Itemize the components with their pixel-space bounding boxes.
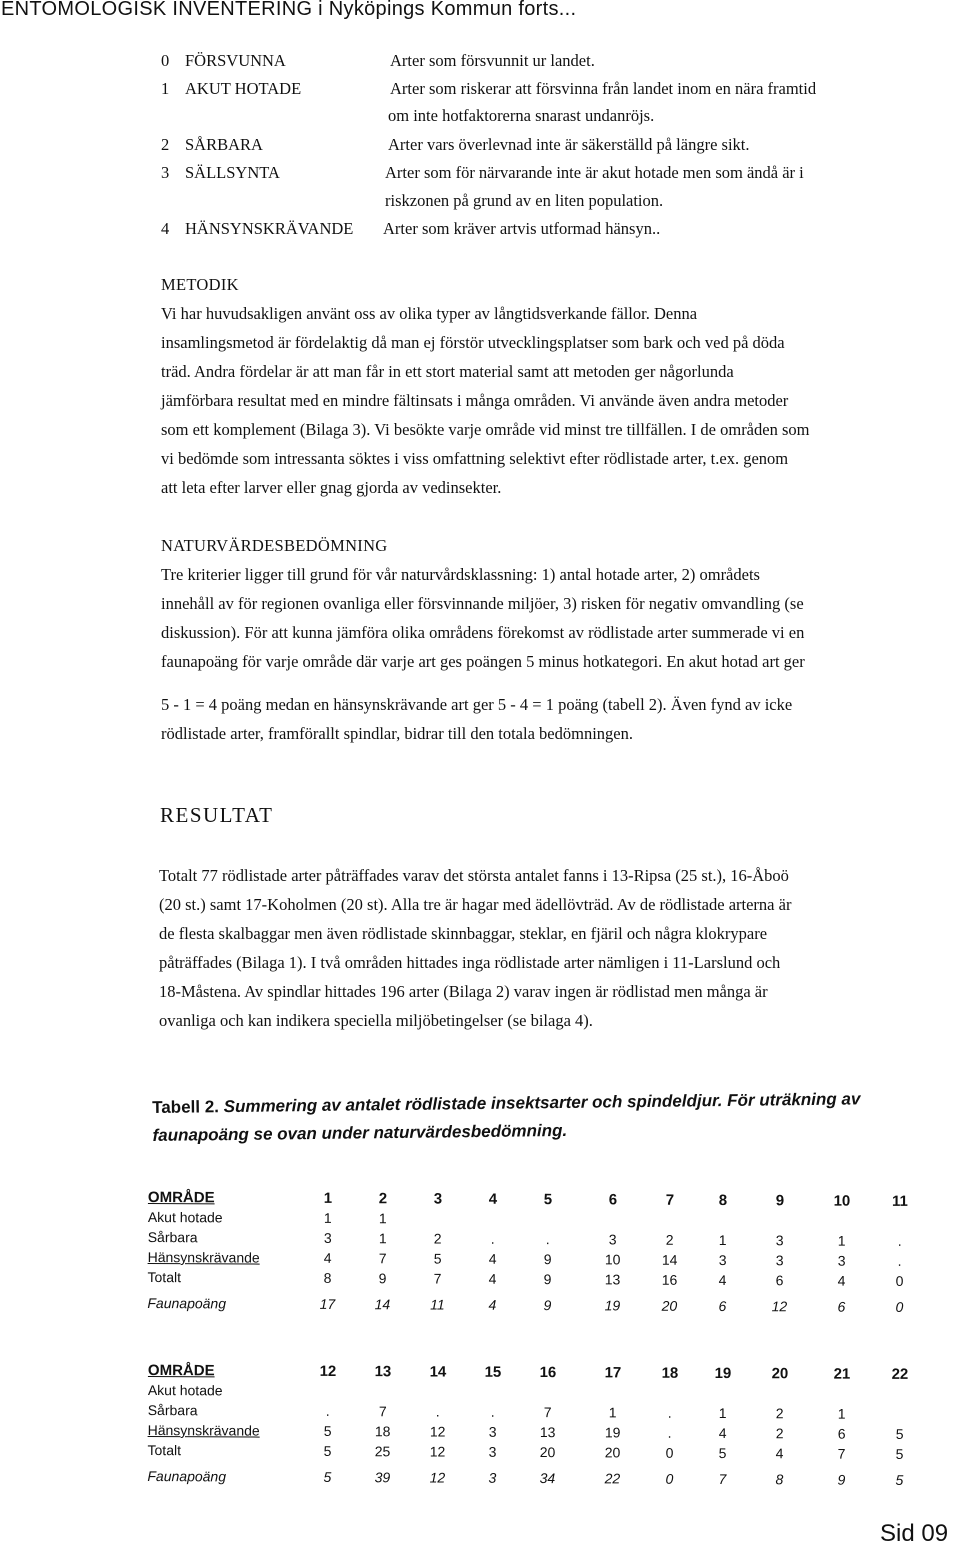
text-line: att leta efter larver eller gnag gjorda av vedinsekter. (161, 478, 502, 497)
table-cell: 12 (429, 1423, 446, 1440)
section-heading-metodik: METODIK (161, 275, 239, 294)
table-cell: 3 (488, 1469, 497, 1486)
text-line: de flesta skalbaggar men även rödlistade skinnbaggar, steklar, en fjäril och några klokrypare (159, 924, 768, 943)
table-cell: 6 (837, 1425, 846, 1442)
table-cell: 1 (837, 1232, 846, 1249)
table-cell: 20 (539, 1444, 556, 1461)
table-cell: 5 (323, 1422, 332, 1439)
category-row (161, 75, 301, 102)
category-description: riskzonen på grund av en liten population. (385, 191, 664, 210)
table-cell: 2 (433, 1230, 442, 1247)
table-cell: 13 (604, 1271, 621, 1288)
table-cell: 12 (771, 1298, 788, 1315)
table-cell: 9 (543, 1251, 552, 1268)
table-cell: 1 (608, 1404, 617, 1421)
table-caption-label: Tabell 2. (152, 1097, 220, 1117)
table-cell: 3 (488, 1423, 497, 1440)
table-cell: 13 (539, 1424, 556, 1441)
table-cell: 20 (604, 1444, 621, 1461)
table-header-cell: 6 (608, 1191, 618, 1209)
category-description: om inte hotfaktorerna snarast undanröjs. (388, 106, 655, 125)
table-caption-text: Summering av antalet rödlistade insektsarter och spindeldjur. För uträkning av (223, 1089, 861, 1117)
table-header-cell: 1 (323, 1189, 333, 1207)
table-cell: 0 (665, 1444, 674, 1461)
table-row-label: Akut hotade (147, 1208, 223, 1226)
text-line: insamlingsmetod är fördelaktig då man ej förstör utvecklingsplatser som bark och ved på döda (161, 333, 785, 352)
table-row-label: Sårbara (147, 1401, 198, 1419)
table-cell: . (545, 1231, 550, 1248)
table-row-label: Hänsynskrävande (147, 1421, 260, 1439)
text-line: Tre kriterier ligger till grund för vår naturvårdsklassning: 1) antal hotade arter, 2) områdets (161, 565, 760, 584)
page-number: Sid 09 (880, 1520, 949, 1547)
table-cell: . (435, 1403, 440, 1420)
table-cell: 7 (543, 1404, 552, 1421)
category-code: 1 (161, 79, 170, 98)
category-row (161, 131, 263, 158)
table-cell: 6 (775, 1272, 784, 1289)
table-header-cell: 20 (771, 1365, 789, 1383)
table-header-cell: 7 (665, 1191, 675, 1209)
text-line: 18-Måstena. Av spindlar hittades 196 arter (Bilaga 2) varav ingen är rödlistad men många är (159, 982, 768, 1001)
category-description: Arter som kräver artvis utformad hänsyn.. (383, 219, 661, 238)
category-name: AKUT HOTADE (185, 79, 302, 98)
table-header-cell: 10 (833, 1192, 851, 1210)
table-cell: 4 (775, 1445, 784, 1462)
table-cell: 12 (429, 1469, 446, 1486)
table-header-cell: 8 (718, 1191, 728, 1210)
text-line: träd. Andra fördelar är att man får in ett stort material samt att metoden ger någorlunda (161, 362, 734, 381)
table-cell: 9 (378, 1270, 387, 1287)
category-row (161, 47, 286, 74)
text-line: diskussion). För att kunna jämföra olika områdens förekomst av rödlistade arter summerade vi en (161, 623, 805, 642)
text-line: faunapoäng för varje område där varje art ges poängen 5 minus hotkategori. En akut hotad art ger (161, 652, 805, 671)
table-caption (152, 1085, 913, 1150)
table-cell: . (897, 1252, 902, 1269)
table-cell: 14 (661, 1251, 678, 1268)
table-header-cell: 2 (378, 1190, 388, 1208)
text-line: 5 - 1 = 4 poäng medan en hänsynskrävande art ger 5 - 4 = 1 poäng (tabell 2). Även fynd av icke (161, 695, 793, 714)
table-cell: 4 (718, 1271, 727, 1289)
table-cell: 8 (775, 1471, 784, 1488)
table-cell: 20 (661, 1297, 678, 1314)
table-cell: 1 (837, 1405, 846, 1422)
table-cell: 0 (895, 1298, 904, 1315)
table-header-cell: 16 (539, 1364, 557, 1382)
table-cell: 0 (895, 1272, 904, 1289)
table-cell: 1 (718, 1231, 727, 1249)
text-line: påträffades (Bilaga 1). I två områden hittades inga rödlistade arter nämligen i 11-Larslund och (159, 953, 781, 972)
text-line: som ett komplement (Bilaga 3). Vi besökte varje område vid minst tre tillfällen. I de områden som (161, 420, 810, 439)
table-cell: . (490, 1403, 495, 1420)
table-cell: 9 (543, 1271, 552, 1288)
table-cell: 17 (319, 1295, 336, 1312)
table-cell: . (897, 1232, 902, 1249)
table-cell: 4 (488, 1270, 497, 1287)
table-cell: 3 (718, 1251, 727, 1269)
table-header-label: OMRÅDE (147, 1362, 215, 1380)
table-cell: 22 (604, 1470, 621, 1487)
table-cell: . (667, 1424, 672, 1441)
table-cell: 3 (608, 1231, 617, 1248)
table-cell: 4 (323, 1249, 332, 1266)
table-cell: 6 (718, 1297, 727, 1315)
category-name: FÖRSVUNNA (185, 51, 286, 70)
category-code: 2 (161, 135, 170, 154)
table-row (147, 1442, 927, 1466)
table-cell: 3 (837, 1252, 846, 1269)
table-cell: 1 (323, 1209, 332, 1226)
table-cell: 25 (374, 1443, 391, 1460)
table-cell: . (490, 1230, 495, 1247)
table-cell: 5 (895, 1425, 904, 1442)
table-row-label: Faunapoäng (147, 1467, 227, 1485)
table-cell: . (325, 1402, 330, 1419)
table-cell: 2 (665, 1231, 674, 1248)
table-cell: . (667, 1404, 672, 1421)
category-row (161, 215, 353, 242)
text-line: innehåll av för regionen ovanliga eller försvinnande miljöer, 3) risken för negativ omvandling (se (161, 594, 804, 613)
table-cell: 18 (374, 1423, 391, 1440)
text-line: Vi har huvudsakligen använt oss av olika typer av långtidsverkande fällor. Denna (161, 304, 698, 323)
table-cell: 7 (718, 1470, 727, 1488)
table-header-cell: 14 (429, 1363, 447, 1381)
table-header-cell: 3 (433, 1190, 443, 1208)
table-row-label: Akut hotade (147, 1381, 223, 1399)
table-cell: 4 (488, 1296, 497, 1313)
table-header-cell: 22 (891, 1365, 909, 1383)
table-cell: 14 (374, 1296, 391, 1313)
table-cell: 5 (895, 1445, 904, 1462)
table-cell: 4 (837, 1272, 846, 1289)
table-header-cell: 13 (374, 1363, 392, 1381)
table-cell: 4 (488, 1250, 497, 1267)
table-header-cell: 18 (661, 1364, 679, 1382)
table-cell: 3 (323, 1229, 332, 1246)
table-caption-text: faunapoäng se ovan under naturvärdesbedömning. (152, 1120, 568, 1145)
table-cell: 3 (488, 1443, 497, 1460)
table-row (147, 1295, 927, 1319)
table-header-cell: 11 (891, 1192, 908, 1210)
table-cell: 2 (775, 1405, 784, 1422)
table-cell: 3 (775, 1232, 784, 1249)
table-cell: 5 (323, 1442, 332, 1459)
table-row-label: Sårbara (147, 1228, 198, 1246)
table-cell: 7 (837, 1445, 846, 1462)
table-areas-1-11 (147, 1189, 928, 1319)
category-row (161, 159, 280, 186)
category-name: SÄLLSYNTA (185, 163, 280, 182)
table-header-cell: 4 (488, 1190, 498, 1208)
text-line: jämförbara resultat med en mindre fältinsats i många områden. Vi använde även andra metoder (161, 391, 789, 410)
table-cell: 5 (323, 1468, 332, 1485)
table-cell: 19 (604, 1424, 621, 1441)
table-cell: 12 (429, 1443, 446, 1460)
table-row-label: Totalt (147, 1441, 182, 1459)
table-cell: 7 (378, 1403, 387, 1420)
naturvarde-paragraph-cont (161, 690, 921, 748)
table-cell: 1 (378, 1210, 387, 1227)
table-cell: 11 (430, 1296, 445, 1313)
table-cell: 5 (895, 1471, 904, 1488)
table-cell: 7 (433, 1270, 442, 1287)
category-description: Arter som riskerar att försvinna från landet inom en nära framtid (390, 79, 817, 98)
table-cell: 7 (378, 1250, 387, 1267)
table-cell: 3 (775, 1252, 784, 1269)
category-description: Arter som för närvarande inte är akut hotade men som ändå är i (385, 163, 804, 182)
table-cell: 34 (539, 1470, 556, 1487)
table-cell: 5 (433, 1250, 442, 1267)
table-cell: 10 (604, 1251, 621, 1268)
table-header-label: OMRÅDE (147, 1189, 215, 1207)
table-cell: 39 (374, 1469, 391, 1486)
table-row-label: Totalt (147, 1268, 182, 1286)
text-line: ovanliga och kan indikera speciella miljöbetingelser (se bilaga 4). (159, 1011, 593, 1030)
table-header-cell: 5 (543, 1191, 553, 1209)
table-header-cell: 19 (714, 1364, 732, 1383)
resultat-paragraph (159, 861, 919, 1035)
table-cell: 16 (661, 1271, 678, 1288)
category-code: 0 (161, 51, 170, 70)
metodik-paragraph (161, 299, 921, 502)
page-header: ENTOMOLOGISK INVENTERING i Nyköpings Kommun forts... (1, 0, 577, 20)
category-description: Arter vars överlevnad inte är säkerställd på längre sikt. (388, 135, 750, 154)
text-line: vi bedömde som intressanta söktes i viss omfattning selektivt efter rödlistade arter, t.ex. genom (161, 449, 789, 468)
category-code: 4 (161, 219, 170, 238)
table-row-label: Faunapoäng (147, 1294, 227, 1312)
category-name: HÄNSYNSKRÄVANDE (185, 219, 354, 238)
table-cell: 0 (665, 1470, 674, 1487)
table-cell: 6 (837, 1298, 846, 1315)
table-cell: 1 (378, 1230, 387, 1247)
table-header-cell: 15 (484, 1363, 502, 1381)
text-line: (20 st.) samt 17-Koholmen (20 st). Alla tre är hagar med ädellövträd. Av de rödlistade arterna är (159, 895, 792, 914)
table-row (147, 1269, 927, 1293)
category-description: Arter som försvunnit ur landet. (390, 51, 595, 70)
category-code: 3 (161, 163, 170, 182)
table-cell: 19 (604, 1297, 621, 1314)
category-name: SÅRBARA (185, 135, 263, 154)
section-heading-resultat: RESULTAT (160, 803, 274, 827)
table-cell: 2 (775, 1425, 784, 1442)
table-cell: 9 (837, 1471, 846, 1488)
table-cell: 5 (718, 1444, 727, 1462)
table-header-cell: 12 (319, 1362, 337, 1380)
table-row (147, 1468, 927, 1492)
table-header-cell: 9 (775, 1192, 785, 1210)
table-row-label: Hänsynskrävande (147, 1248, 260, 1266)
table-cell: 4 (718, 1424, 727, 1442)
naturvarde-paragraph (161, 560, 921, 676)
text-line: rödlistade arter, framförallt spindlar, bidrar till den totala bedömningen. (161, 724, 633, 743)
table-cell: 9 (543, 1297, 552, 1314)
table-areas-12-22 (147, 1362, 928, 1492)
table-cell: 8 (323, 1269, 332, 1286)
text-line: Totalt 77 rödlistade arter påträffades varav det största antalet fanns i 13-Ripsa (25 st.), 16-Åboö (159, 866, 789, 885)
table-header-cell: 21 (833, 1365, 851, 1383)
section-heading-naturvarde: NATURVÄRDESBEDÖMNING (161, 536, 388, 555)
table-header-cell: 17 (604, 1364, 622, 1382)
table-cell: 1 (718, 1404, 727, 1422)
